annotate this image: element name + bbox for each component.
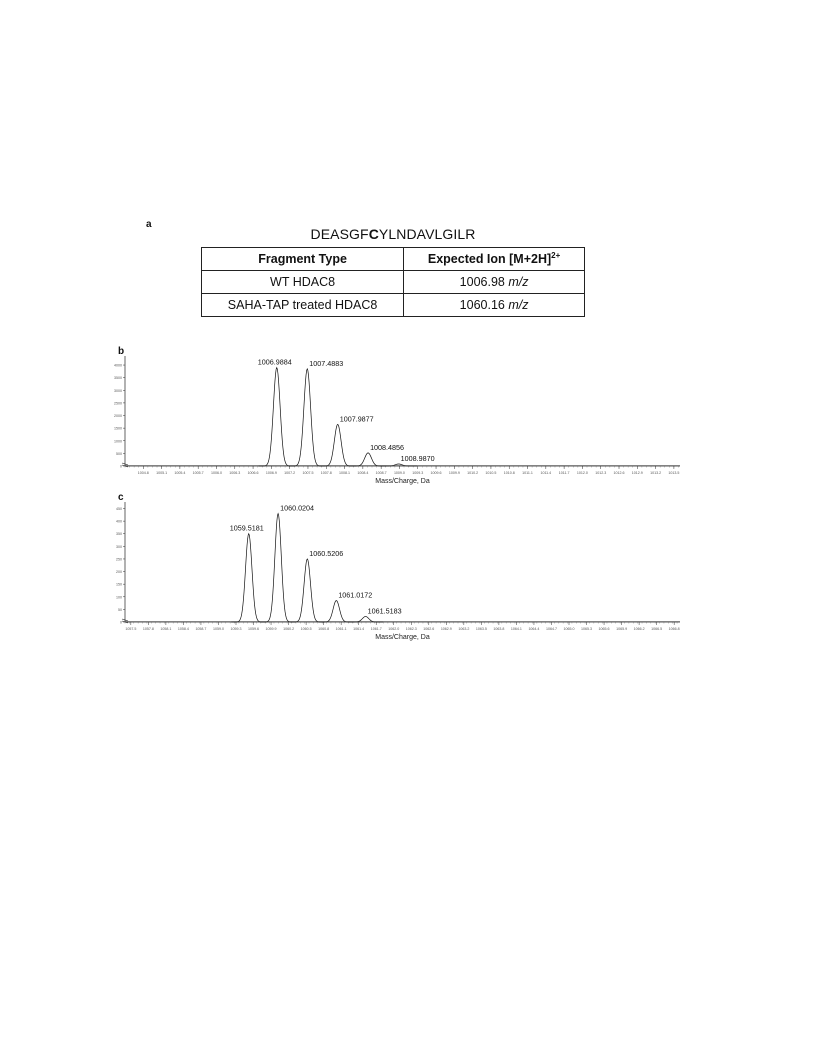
- x-tick-label: 1066.8: [668, 627, 680, 631]
- x-tick-label: 1065.0: [563, 627, 575, 631]
- table-row: [202, 271, 585, 294]
- sequence-suffix: YLNDAVLGILR: [378, 226, 476, 242]
- x-tick-label: 1004.8: [137, 471, 149, 475]
- header-expected-ion: [404, 248, 585, 271]
- x-tick-label: 1061.1: [335, 627, 347, 631]
- cell-expected-ion: [404, 271, 585, 294]
- fragment-table: [201, 247, 585, 317]
- y-tick-label: 0: [120, 620, 122, 625]
- header-fragment-type: Fragment Type: [202, 248, 404, 271]
- x-tick-label: 1013.5: [668, 471, 680, 475]
- x-tick-label: 1061.4: [353, 627, 365, 631]
- peak-2: [261, 514, 296, 622]
- x-tick-label: 1057.8: [142, 627, 154, 631]
- sequence-modified-residue: C: [368, 226, 379, 242]
- header-expected-ion-text: Expected Ion [M+2H]: [427, 252, 552, 267]
- peak-3: [290, 559, 325, 622]
- x-tick-label: 1066.5: [651, 627, 663, 631]
- peak-5: [348, 616, 383, 622]
- x-tick-label: 1059.3: [230, 627, 242, 631]
- x-tick-label: 1059.0: [212, 627, 224, 631]
- peak-label-3: 1007.9877: [339, 414, 374, 424]
- peptide-sequence: [200, 226, 586, 242]
- x-tick-label: 1062.9: [440, 627, 452, 631]
- cell-fragment: SAHA-TAP treated HDAC8: [202, 294, 404, 317]
- x-axis-title: Mass/Charge, Da: [375, 478, 430, 485]
- cell-unit: m/z: [508, 298, 529, 312]
- x-tick-label: 1009.6: [430, 471, 442, 475]
- x-tick-label: 1059.9: [265, 627, 277, 631]
- y-tick-label: 2000: [114, 414, 122, 419]
- y-tick-label: 500: [116, 451, 122, 456]
- y-tick-label: 1500: [114, 426, 122, 431]
- cell-value: 1006.98: [459, 275, 505, 289]
- x-tick-label: 1007.8: [320, 471, 332, 475]
- peak-label-3: 1060.5206: [309, 548, 344, 558]
- y-tick-label: 200: [116, 570, 122, 575]
- x-tick-label: 1012.0: [576, 471, 588, 475]
- x-tick-label: 1012.3: [595, 471, 607, 475]
- x-tick-label: 1009.9: [448, 471, 460, 475]
- y-tick-label: 3500: [114, 376, 122, 381]
- y-tick-label: 3000: [114, 388, 122, 393]
- peak-2: [289, 369, 326, 466]
- table-header-row: [202, 248, 585, 271]
- x-axis-title: Mass/Charge, Da: [375, 634, 430, 641]
- x-tick-label: 1012.6: [613, 471, 625, 475]
- x-tick-label: 1058.4: [177, 627, 189, 631]
- x-tick-label: 1063.5: [475, 627, 487, 631]
- panel-label-c: c: [118, 492, 124, 503]
- x-tick-label: 1064.1: [510, 627, 522, 631]
- x-tick-label: 1062.3: [405, 627, 417, 631]
- peak-label-2: 1060.0204: [280, 503, 315, 513]
- peak-4: [350, 453, 387, 466]
- x-tick-label: 1065.9: [616, 627, 628, 631]
- peak-label-2: 1007.4883: [309, 358, 344, 368]
- table-row: [202, 294, 585, 317]
- x-tick-label: 1008.4: [357, 471, 369, 475]
- x-tick-label: 1011.1: [522, 471, 533, 475]
- y-tick-label: 300: [116, 544, 122, 549]
- header-charge-state: 2+: [551, 251, 561, 261]
- y-tick-label: 250: [116, 557, 122, 562]
- x-tick-label: 1064.7: [545, 627, 557, 631]
- y-tick-label: 0: [120, 464, 122, 469]
- peak-1: [231, 534, 266, 622]
- panel-label-a: a: [146, 219, 152, 230]
- x-tick-label: 1007.2: [284, 471, 296, 475]
- x-tick-label: 1005.4: [174, 471, 186, 475]
- y-tick-label: 2500: [114, 401, 122, 406]
- x-tick-label: 1011.4: [540, 471, 552, 475]
- cell-value: 1060.16: [459, 298, 505, 312]
- x-tick-label: 1005.7: [192, 471, 204, 475]
- spectrum-chart-b: [110, 350, 682, 488]
- x-tick-label: 1009.3: [412, 471, 424, 475]
- x-tick-label: 1008.1: [339, 471, 351, 475]
- x-tick-label: 1064.4: [528, 627, 540, 631]
- x-tick-label: 1006.9: [265, 471, 277, 475]
- y-tick-label: 400: [116, 519, 122, 524]
- peak-label-5: 1061.5183: [367, 606, 402, 616]
- x-tick-label: 1065.3: [581, 627, 593, 631]
- y-tick-label: 450: [116, 507, 122, 512]
- peak-3: [319, 424, 356, 466]
- y-tick-label: 150: [116, 582, 122, 587]
- peak-label-1: 1006.9884: [257, 357, 292, 367]
- peak-label-4: 1061.0172: [338, 590, 373, 600]
- x-tick-label: 1010.2: [467, 471, 479, 475]
- y-tick-label: 100: [116, 595, 122, 600]
- panel-label-b: b: [118, 346, 125, 357]
- x-tick-label: 1062.6: [423, 627, 435, 631]
- y-tick-label: 1000: [114, 439, 122, 444]
- y-tick-label: 50: [118, 607, 122, 612]
- x-tick-label: 1058.7: [195, 627, 207, 631]
- x-tick-label: 1060.5: [300, 627, 312, 631]
- x-tick-label: 1007.5: [302, 471, 314, 475]
- peak-label-5: 1008.9870: [400, 453, 435, 463]
- peak-1: [258, 368, 295, 466]
- x-tick-label: 1011.7: [558, 471, 570, 475]
- x-tick-label: 1063.8: [493, 627, 505, 631]
- x-tick-label: 1012.9: [631, 471, 643, 475]
- y-tick-label: 4000: [114, 363, 122, 368]
- cell-expected-ion: [404, 294, 585, 317]
- x-tick-label: 1062.0: [388, 627, 400, 631]
- x-tick-label: 1006.0: [210, 471, 222, 475]
- x-tick-label: 1060.8: [318, 627, 330, 631]
- cell-fragment: WT HDAC8: [202, 271, 404, 294]
- x-tick-label: 1005.1: [156, 471, 168, 475]
- sequence-prefix: DEASGF: [310, 226, 369, 242]
- spectrum-chart-c: [110, 496, 682, 644]
- x-tick-label: 1009.0: [393, 471, 405, 475]
- x-tick-label: 1013.2: [650, 471, 662, 475]
- x-tick-label: 1006.3: [229, 471, 241, 475]
- x-tick-label: 1066.2: [633, 627, 645, 631]
- x-tick-label: 1065.6: [598, 627, 610, 631]
- y-tick-label: 350: [116, 532, 122, 537]
- x-tick-label: 1060.2: [283, 627, 295, 631]
- x-tick-label: 1061.7: [370, 627, 382, 631]
- peak-label-1: 1059.5181: [229, 523, 264, 533]
- x-tick-label: 1059.6: [248, 627, 260, 631]
- x-tick-label: 1010.5: [485, 471, 497, 475]
- cell-unit: m/z: [508, 275, 529, 289]
- x-tick-label: 1057.5: [125, 627, 137, 631]
- peak-label-4: 1008.4856: [370, 442, 405, 452]
- x-tick-label: 1006.6: [247, 471, 259, 475]
- peak-4: [319, 601, 354, 622]
- x-tick-label: 1058.1: [160, 627, 172, 631]
- x-tick-label: 1010.8: [503, 471, 515, 475]
- x-tick-label: 1008.7: [375, 471, 387, 475]
- x-tick-label: 1063.2: [458, 627, 470, 631]
